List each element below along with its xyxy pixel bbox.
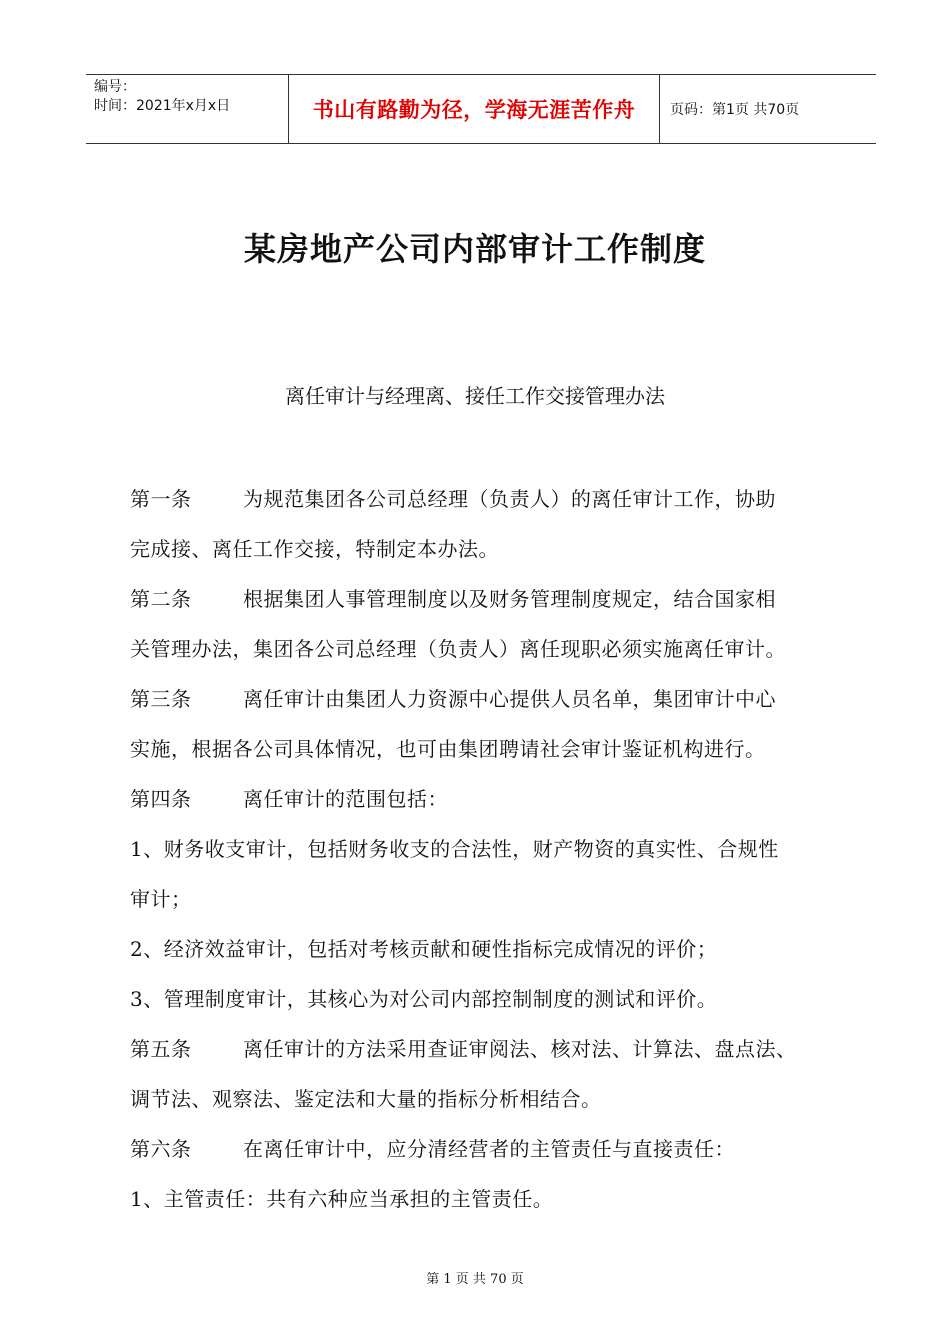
article-label: 第五条	[130, 1037, 192, 1061]
list-item-responsibility: 1、主管责任：共有六种应当承担的主管责任。	[130, 1187, 554, 1211]
list-item-2: 2、经济效益审计，包括对考核贡献和硬性指标完成情况的评价；	[130, 937, 718, 961]
article-2	[130, 574, 850, 624]
page-footer: 第 1 页 共 70 页	[426, 1272, 524, 1287]
document-subtitle: 离任审计与经理离、接任工作交接管理办法	[285, 384, 665, 408]
header-page-info: 页码：第1页 共70页	[670, 102, 800, 118]
article-3	[130, 674, 850, 724]
article-text: 为规范集团各公司总经理（负责人）的离任审计工作，协助	[243, 487, 776, 511]
article-text: 离任审计的方法采用查证审阅法、核对法、计算法、盘点法、	[243, 1037, 797, 1061]
article-5-continued: 调节法、观察法、鉴定法和大量的指标分析相结合。	[130, 1087, 602, 1111]
article-label: 第四条	[130, 787, 192, 811]
document-title: 某房地产公司内部审计工作制度	[243, 230, 706, 268]
article-3-continued: 实施，根据各公司具体情况，也可由集团聘请社会审计鉴证机构进行。	[130, 737, 766, 761]
header-motto: 书山有路勤为径，学海无涯苦作舟	[289, 75, 660, 143]
article-1	[130, 474, 850, 524]
article-label: 第二条	[130, 587, 192, 611]
list-item-1: 1、财务收支审计，包括财务收支的合法性，财产物资的真实性、合规性	[130, 837, 779, 861]
article-text: 离任审计的范围包括：	[243, 787, 448, 811]
article-label: 第一条	[130, 487, 192, 511]
article-1-continued: 完成接、离任工作交接，特制定本办法。	[130, 537, 499, 561]
article-4	[130, 774, 850, 824]
header-number-label: 编号：	[94, 79, 136, 95]
page-header	[86, 74, 876, 144]
article-label: 第六条	[130, 1137, 192, 1161]
article-label: 第三条	[130, 687, 192, 711]
article-text: 在离任审计中，应分清经营者的主管责任与直接责任：	[243, 1137, 735, 1161]
article-text: 离任审计由集团人力资源中心提供人员名单，集团审计中心	[243, 687, 776, 711]
list-item-3: 3、管理制度审计，其核心为对公司内部控制制度的测试和评价。	[130, 987, 718, 1011]
article-text: 根据集团人事管理制度以及财务管理制度规定，结合国家相	[243, 587, 776, 611]
list-item-1-continued: 审计；	[130, 887, 192, 911]
document-body	[130, 474, 850, 1224]
header-time-label: 时间：2021年x月x日	[94, 98, 231, 114]
article-6	[130, 1124, 850, 1174]
article-2-continued: 关管理办法，集团各公司总经理（负责人）离任现职必须实施离任审计。	[130, 637, 786, 661]
article-5	[130, 1024, 850, 1074]
header-meta	[86, 75, 289, 143]
